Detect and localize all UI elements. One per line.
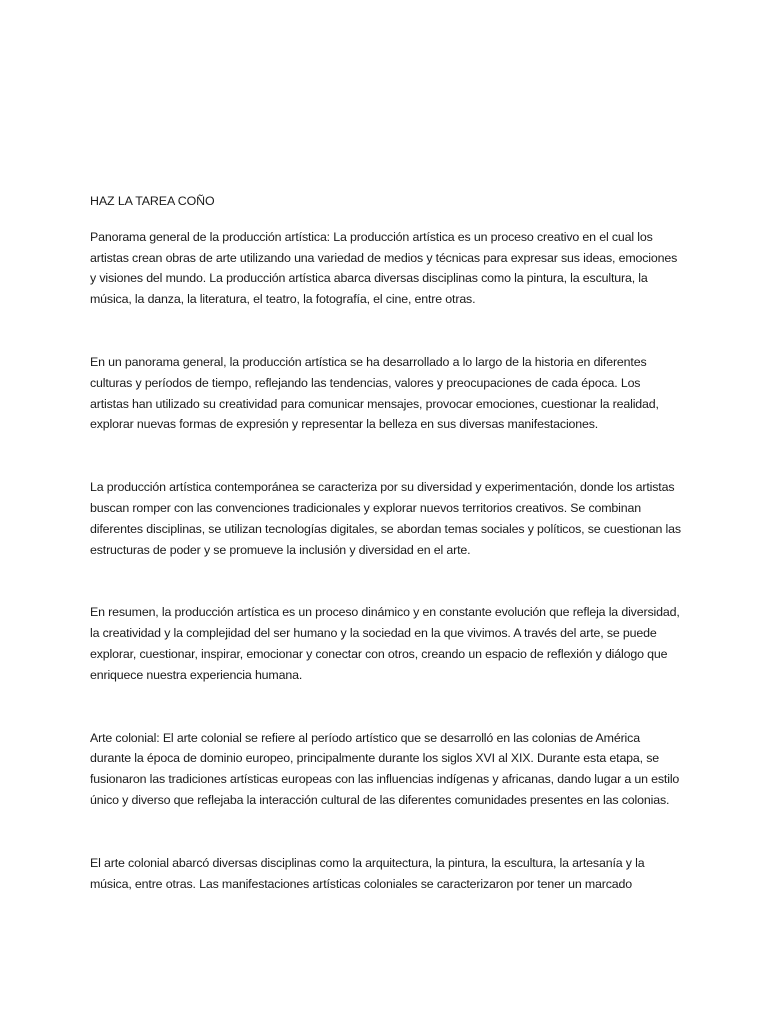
paragraph-spacer	[90, 686, 682, 728]
paragraph-resumen: En resumen, la producción artística es un proceso dinámico y en constante evolución que refleja la diversidad, la creatividad y la complejidad del ser humano y la sociedad en la que vivimos. A través del arte, se puede explorar, cuestionar, inspirar, emocionar y conectar con otros, creando un espacio de reflexión y diálogo que enriquece nuestra experiencia humana.	[90, 605, 680, 682]
paragraph-panorama-general: Panorama general de la producción artística: La producción artística es un proceso creativo en el cual los artistas crean obras de arte utilizando una variedad de medios y técnicas para expresar sus ideas, emociones y visiones del mundo. La producción artística abarca diversas disciplinas como la pintura, la escultura, la música, la danza, la literatura, el teatro, la fotografía, el cine, entre otras.	[90, 229, 678, 307]
paragraph-spacer	[90, 310, 682, 352]
paragraph-spacer	[90, 811, 682, 853]
paragraph-historia: En un panorama general, la producción artística se ha desarrollado a lo largo de la historia en diferentes culturas y períodos de tiempo, reflejando las tendencias, valores y preocupaciones de cada época. Los artistas han utilizado su creatividad para comunicar mensajes, provocar emociones, cuestionar la realidad, explorar nuevas formas de expresión y representar la belleza en sus diversas manifestaciones.	[90, 354, 659, 432]
paragraph-arte-colonial: Arte colonial: El arte colonial se refiere al período artístico que se desarrolló en las colonias de América durante la época de dominio europeo, principalmente durante los siglos XVI al XIX. Durante esta etapa, se fusionaron las tradiciones artísticas europeas con las influencias indígenas y africanas, dando lugar a un estilo único y diverso que reflejaba la interacción cultural de las diferentes comunidades presentes en las colonias.	[90, 730, 680, 807]
paragraph-spacer	[90, 560, 682, 602]
document-title: HAZ LA TAREA COÑO	[90, 194, 215, 208]
paragraph-disciplinas-coloniales: El arte colonial abarcó diversas disciplinas como la arquitectura, la pintura, la escultura, la artesanía y la música, entre otras. Las manifestaciones artísticas coloniales se caracterizaron por tener un marcado	[90, 855, 645, 891]
document-page	[90, 191, 682, 894]
paragraph-spacer	[90, 435, 682, 477]
paragraph-contemporanea: La producción artística contemporánea se caracteriza por su diversidad y experimentación, donde los artistas buscan romper con las convenciones tradicionales y explorar nuevos territorios creativos. Se combinan diferentes disciplinas, se utilizan tecnologías digitales, se abordan temas sociales y políticos, se cuestionan las estructuras de poder y se promueve la inclusión y diversidad en el arte.	[90, 480, 681, 557]
